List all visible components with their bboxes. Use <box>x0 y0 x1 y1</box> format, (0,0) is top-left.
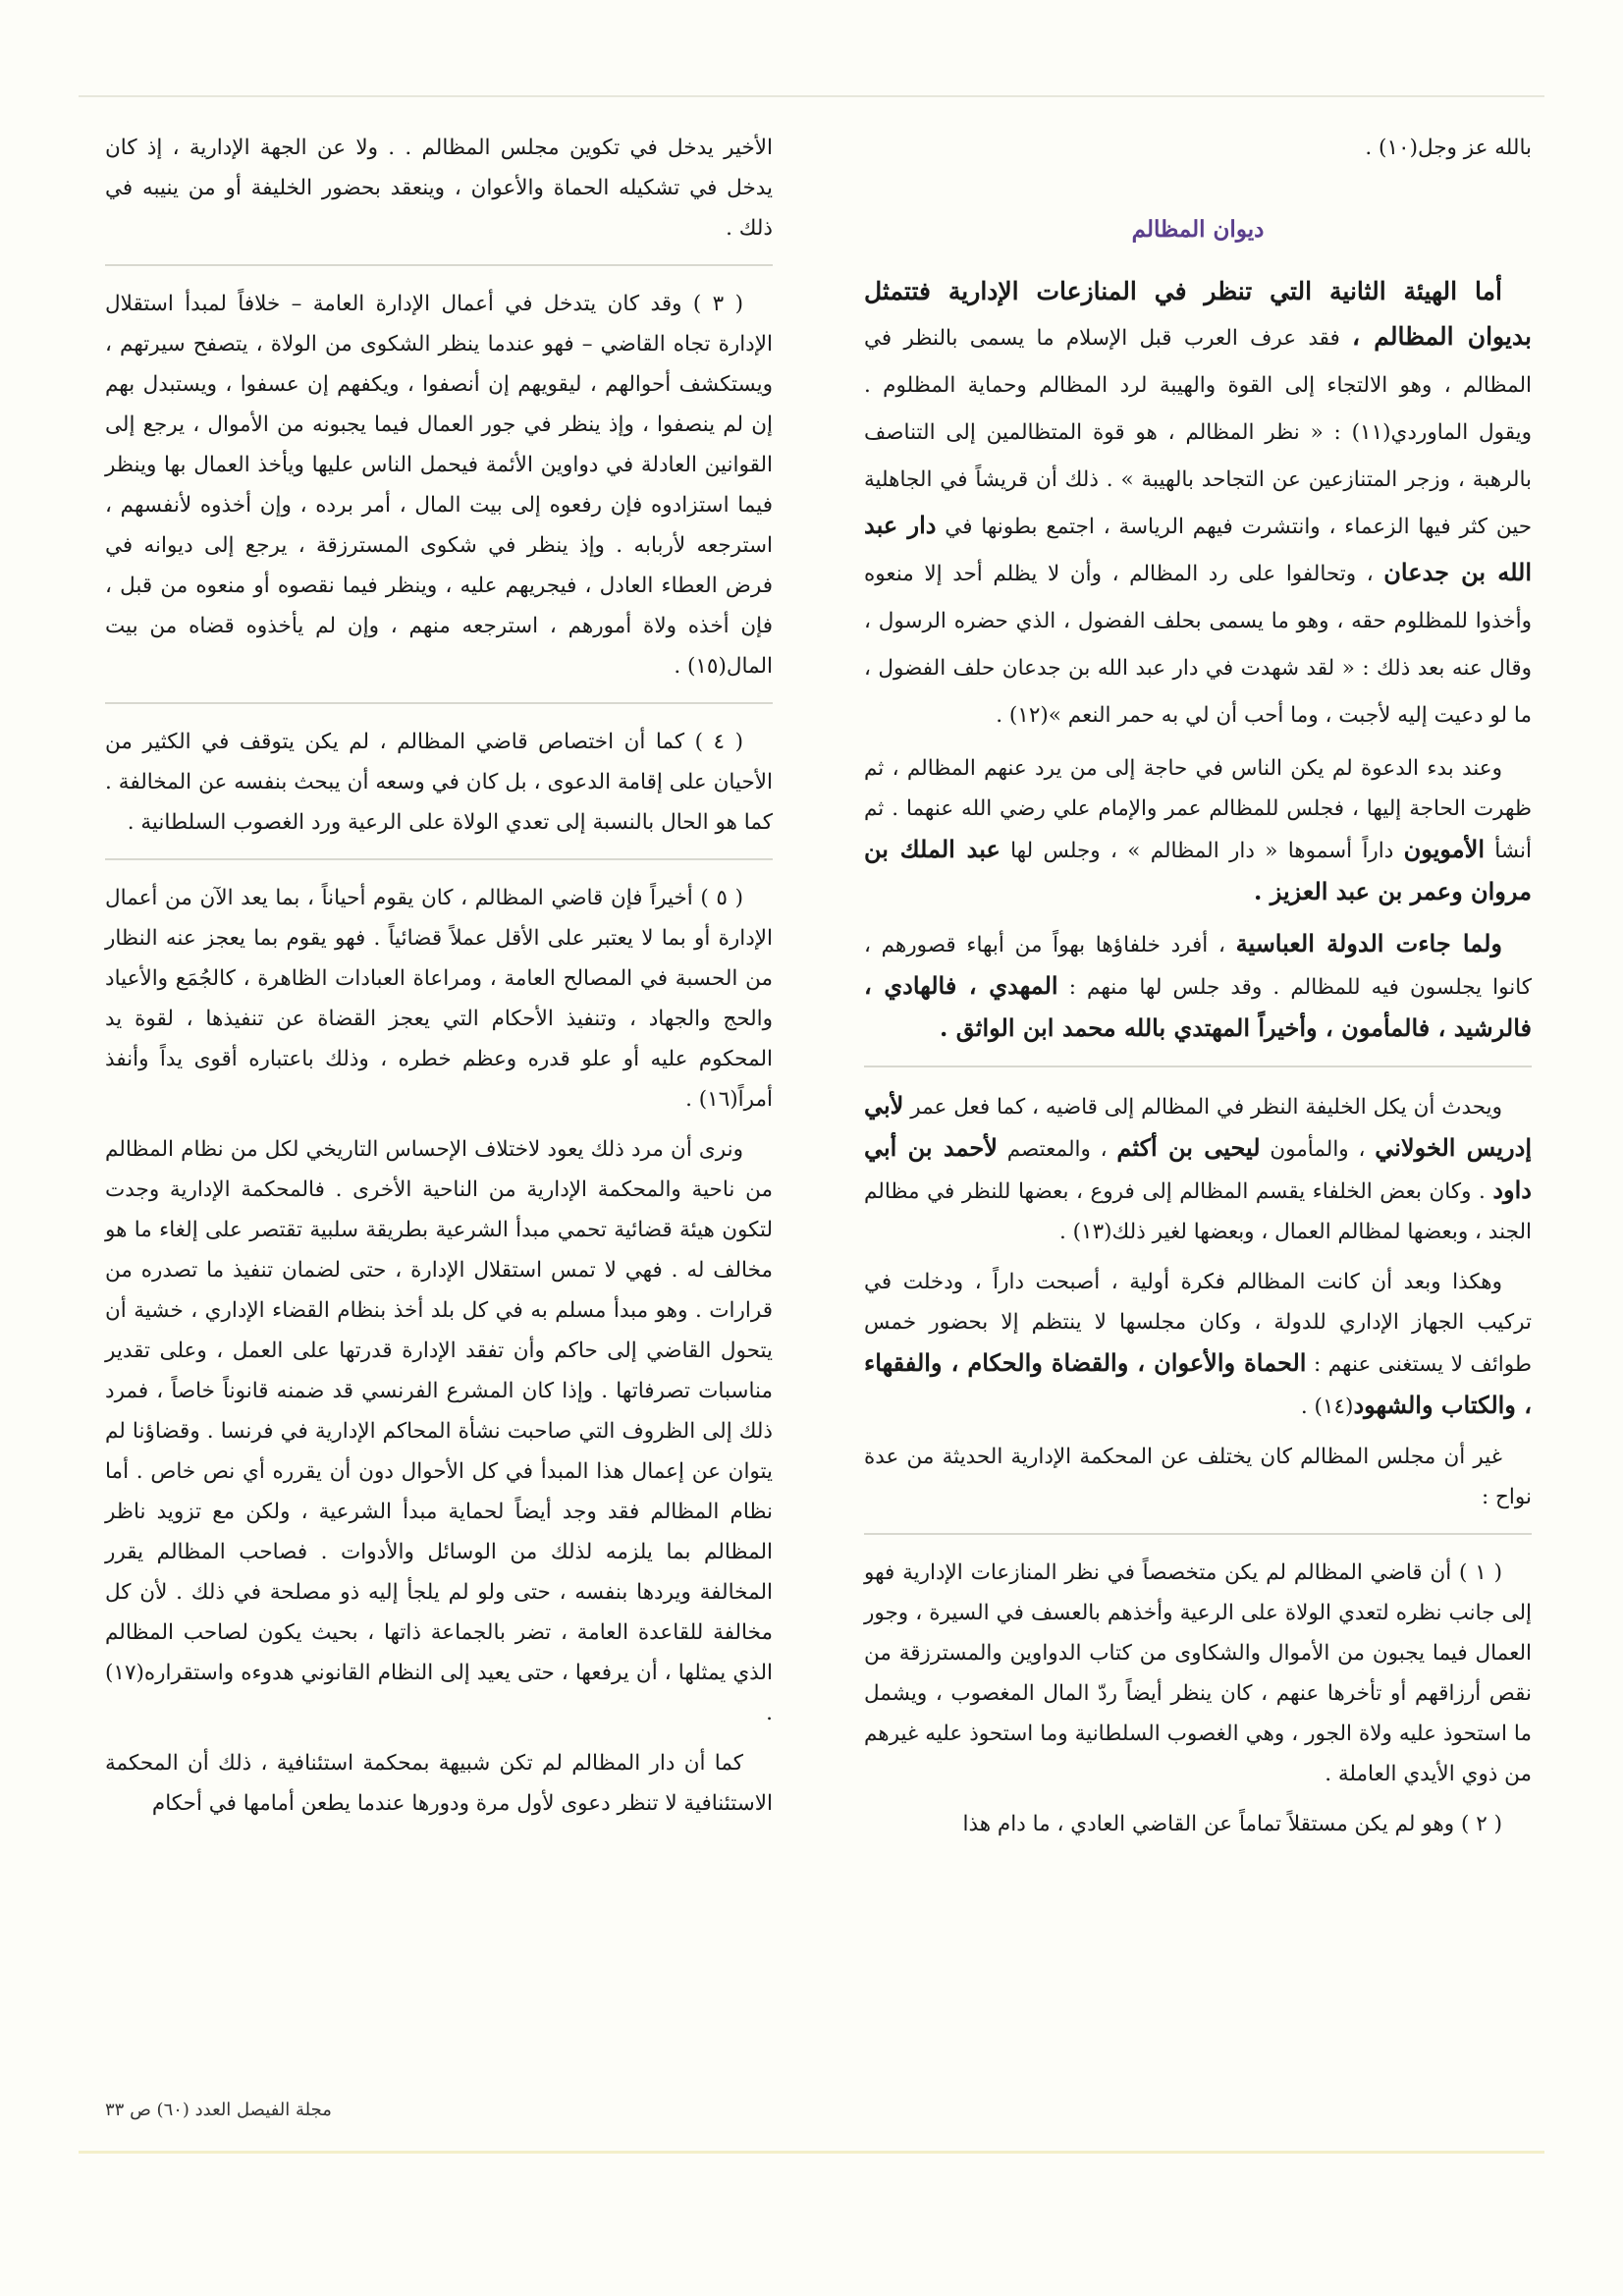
paragraph-3 <box>864 923 1532 1050</box>
left-divider-3 <box>105 858 773 860</box>
lead-bold-1: دار عبد الله بن جدعان <box>864 511 1532 586</box>
paragraph-2 <box>864 748 1532 913</box>
paragraph-5 <box>864 1262 1532 1427</box>
p2-rest: داراً أسموها « دار المظالم » ، وجلس لها <box>1000 839 1404 863</box>
lead-text: أما الهيئة الثانية التي تنظر في المنازعات الإدارية فتتمثل بديوان المظالم ، <box>864 277 1532 351</box>
p2-bold-2: عبد الملك بن مروان وعمر بن عبد العزيز . <box>864 835 1532 905</box>
p4-bold-2: ليحيى بن أكثم <box>1116 1133 1261 1162</box>
intro-line: بالله عز وجل(١٠) . <box>1365 136 1532 160</box>
paragraph-6: غير أن مجلس المظالم كان يختلف عن المحكمة الإدارية الحديثة من عدة نواح : <box>864 1445 1532 1509</box>
left-paragraph-5: ونرى أن مرد ذلك يعود لاختلاف الإحساس التاريخي لكل من نظام المظالم من ناحية والمحكمة الإدارية من الناحية الأخرى . فالمحكمة الإدارية وجدت لتكون هيئة قضائية تحمي مبدأ الشرعية بطريقة سلبية تقتصر على إلغاء ما هو مخالف له . فهي لا تمس استقلال الإدارة ، حتى لضمان تنفيذ ما تصدره من قرارات . وهو مبدأ مسلم به في كل بلد أخذ بنظام القضاء الإداري ، خشية أن يتحول القاضي إلى حاكم وأن تفقد الإدارة قدرتها على العمل ، وعلى تقدير مناسبات تصرفاتها . وإذا كان المشرع الفرنسي قد ضمنه قانوناً خاصاً ، فمرد ذلك إلى الظروف التي صاحبت نشأة المحاكم الإدارية في فرنسا . وقضاؤنا لم يتوان عن إعمال هذا المبدأ في كل الأحوال دون أن يقرره أي نص خاص . أما نظام المظالم فقد وجد أيضاً لحماية مبدأ الشرعية ، ولكن مع تزويد ناظر المظالم بما يلزمه لذلك من الوسائل والأدوات . فصاحب المظالم يقرر المخالفة ويردها بنفسه ، حتى ولو لم يلجأ إليه ذو مصلحة في ذلك . لأن كل مخالفة للقاعدة العامة ، تضر بالجماعة ذاتها ، بحيث يكون لصاحب المظالم الذي يمثلها ، أن يرفعها ، حتى يعيد إلى النظام القانوني هدوءه واستقراره(١٧) . <box>105 1137 773 1725</box>
divider-2 <box>864 1533 1532 1535</box>
p3-rest: ، أفرد خلفاؤها بهواً من أبهاء قصورهم ، كانوا يجلسون فيه للمظالم . وقد جلس لها منهم : <box>864 933 1533 1000</box>
bottom-rule <box>79 2151 1544 2154</box>
paragraph-4 <box>864 1085 1532 1252</box>
left-paragraph-3: ( ٤ ) كما أن اختصاص قاضي المظالم ، لم يكن يتوقف في الكثير من الأحيان على إقامة الدعوى ، بل كان في وسعه أن يبحث بنفسه عن المخالفة . كما هو الحال بالنسبة إلى تعدي الولاة على الرعية ورد الغصوب السلطانية . <box>105 730 773 835</box>
left-paragraph-4: ( ٥ ) أخيراً فإن قاضي المظالم ، كان يقوم أحياناً ، بما يعد الآن من أعمال الإدارة أو بما لا يعتبر على الأقل عملاً قضائياً . فهو يقوم بما يعجز عنه النظار من الحسبة في المصالح العامة ، ومراعاة العبادات الظاهرة ، كالجُمَع والأعياد والحج والجهاد ، وتنفيذ الأحكام التي يعجز القضاة عن تنفيذها ، لقوة يد المحكوم عليه أو علو قدره وعظم خطره ، وذلك باعتباره أقوى يداً وأنفذ أمراً(١٦) . <box>105 886 773 1112</box>
right-column <box>864 128 1532 1854</box>
left-paragraph-6: كما أن دار المظالم لم تكن شبيهة بمحكمة استئنافية ، ذلك أن المحكمة الاستئنافية لا تنظر دعوى لأول مرة ودورها عندما يطعن أمامها في أحكام <box>105 1751 773 1816</box>
lead-rest-2: ، وتحالفوا على رد المظالم ، وأن لا يظلم أحد إلا منعوه وأخذوا للمظلوم حقه ، وهو ما يسمى بحلف الفضول ، الذي حضره الرسول ، وقال عنه بعد ذلك : « لقد شهدت في دار عبد الله بن جدعان حلف الفضول ، ما لو دعيت إليه لأجبت ، وما أحب أن لي به حمر النعم »(١٢) . <box>864 562 1532 728</box>
p4-bold-1: لأبي إدريس الخولاني <box>864 1091 1532 1162</box>
page-footer: مجلة الفيصل العدد (٦٠) ص ٣٣ <box>105 2100 332 2120</box>
p4-rest-3: . وكان بعض الخلفاء يقسم المظالم إلى فروع ، بعضها للنظر في مظالم الجند ، وبعضها لمظالم العمال ، وبعضها لغير ذلك(١٣) . <box>864 1179 1532 1244</box>
left-paragraph-2: ( ٣ ) وقد كان يتدخل في أعمال الإدارة العامة – خلافاً لمبدأ استقلال الإدارة تجاه القاضي – فهو عندما ينظر الشكوى من الولاة ، يتصفح سيرتهم ، ويستكشف أحوالهم ، ليقويهم إن أنصفوا ، ويكفهم إن عسفوا ، ويستبدل بهم إن لم ينصفوا ، وإذ ينظر في جور العمال فيما يجبونه من الأموال ، يرجع إلى القوانين العادلة في دواوين الأئمة فيحمل الناس عليها ويأخذ العمال بها وينظر فيما استزادوه فإن رفعوه إلى بيت المال ، أمر برده ، وإن أخذوه لأنفسهم ، استرجعه لأربابه . وإذ ينظر في شكوى المسترزقة ، يرجع إلى ديوانه في فرض العطاء العادل ، فيجريهم عليه ، وينظر فيما نقصوه أو منعوه من قبل ، فإن أخذه ولاة أمورهم ، استرجعه منهم ، وإن لم يأخذوه قضاه من بيت المال(١٥) . <box>105 292 773 679</box>
left-divider-2 <box>105 702 773 704</box>
p2-bold-1: الأمويون <box>1403 835 1485 863</box>
p5-end: (١٤) . <box>1300 1394 1354 1419</box>
p2-text: وعند بدء الدعوة لم يكن الناس في حاجة إلى من يرد عنهم المظالم ، ثم ظهرت الحاجة إليها ، فجلس للمظالم عمر والإمام علي رضي الله عنهما . ثم أنشأ <box>864 756 1532 863</box>
p4-text: ويحدث أن يكل الخليفة النظر في المظالم إلى قاضيه ، كما فعل عمر <box>903 1095 1502 1120</box>
p5-bold: الحماة والأعوان ، والقضاة والحكام ، والفقهاء ، والكتاب والشهود <box>864 1348 1532 1419</box>
p4-rest: ، والمأمون <box>1260 1137 1376 1162</box>
lead-rest: فقد عرف العرب قبل الإسلام ما يسمى بالنظر في المظالم ، وهو الالتجاء إلى القوة والهيبة لرد المظالم وحماية المظلوم . ويقول الماوردي(١١) : « نظر المظالم ، هو قوة المتظالمين إلى التناصف بالرهبة ، وزجر المتنازعين عن التجاحد بالهيبة » . ذلك أن قريشاً في الجاهلية حين كثر فيها الزعماء ، وانتشرت فيهم الرياسة ، اجتمع بطونها في <box>864 326 1532 539</box>
top-rule <box>79 95 1544 97</box>
p4-bold-3: لأحمد بن أبي داود <box>864 1133 1532 1204</box>
p3-bold-2: المهدي ، فالهادي ، فالرشيد ، فالمأمون ، وأخيراً المهتدي بالله محمد ابن الواثق . <box>864 971 1532 1042</box>
p5-text: وهكذا وبعد أن كانت المظالم فكرة أولية ، أصبحت داراً ، ودخلت في تركيب الجهاز الإداري للدولة ، وكان مجلسها لا ينتظم إلا بحضور خمس طوائف لا يستغنى عنهم : <box>864 1270 1532 1377</box>
section-heading: ديوان المظالم <box>1131 216 1265 243</box>
left-paragraph-1: الأخير يدخل في تكوين مجلس المظالم . . ولا عن الجهة الإدارية ، إذ كان يدخل في تشكيله الحماة والأعوان ، وينعقد بحضور الخليفة أو من ينيبه في ذلك . <box>105 136 773 241</box>
paragraph-7: ( ١ ) أن قاضي المظالم لم يكن متخصصاً في نظر المنازعات الإدارية فهو إلى جانب نظره لتعدي الولاة على الرعية وأخذهم بالعسف في السيرة ، وجور العمال فيما يجبون من الأموال والشكاوى من كتاب الدواوين والمسترزقة من نقص أرزاقهم أو تأخرها عنهم ، كان ينظر أيضاً ردّ المال المغصوب ، ويشمل ما استحوذ عليه ولاة الجور ، وهي الغصوب السلطانية وما استحوذ عليه غيرهم من ذوي الأيدي العاملة . <box>864 1560 1532 1786</box>
p3-bold-1: ولما جاءت الدولة العباسية <box>1235 929 1502 957</box>
left-divider-1 <box>105 264 773 266</box>
left-column <box>105 128 773 1833</box>
divider <box>864 1066 1532 1067</box>
paragraph-8: ( ٢ ) وهو لم يكن مستقلاً تماماً عن القاضي العادي ، ما دام هذا <box>962 1812 1502 1836</box>
lead-paragraph <box>864 269 1532 738</box>
p4-rest-2: ، والمعتصم <box>997 1137 1117 1162</box>
